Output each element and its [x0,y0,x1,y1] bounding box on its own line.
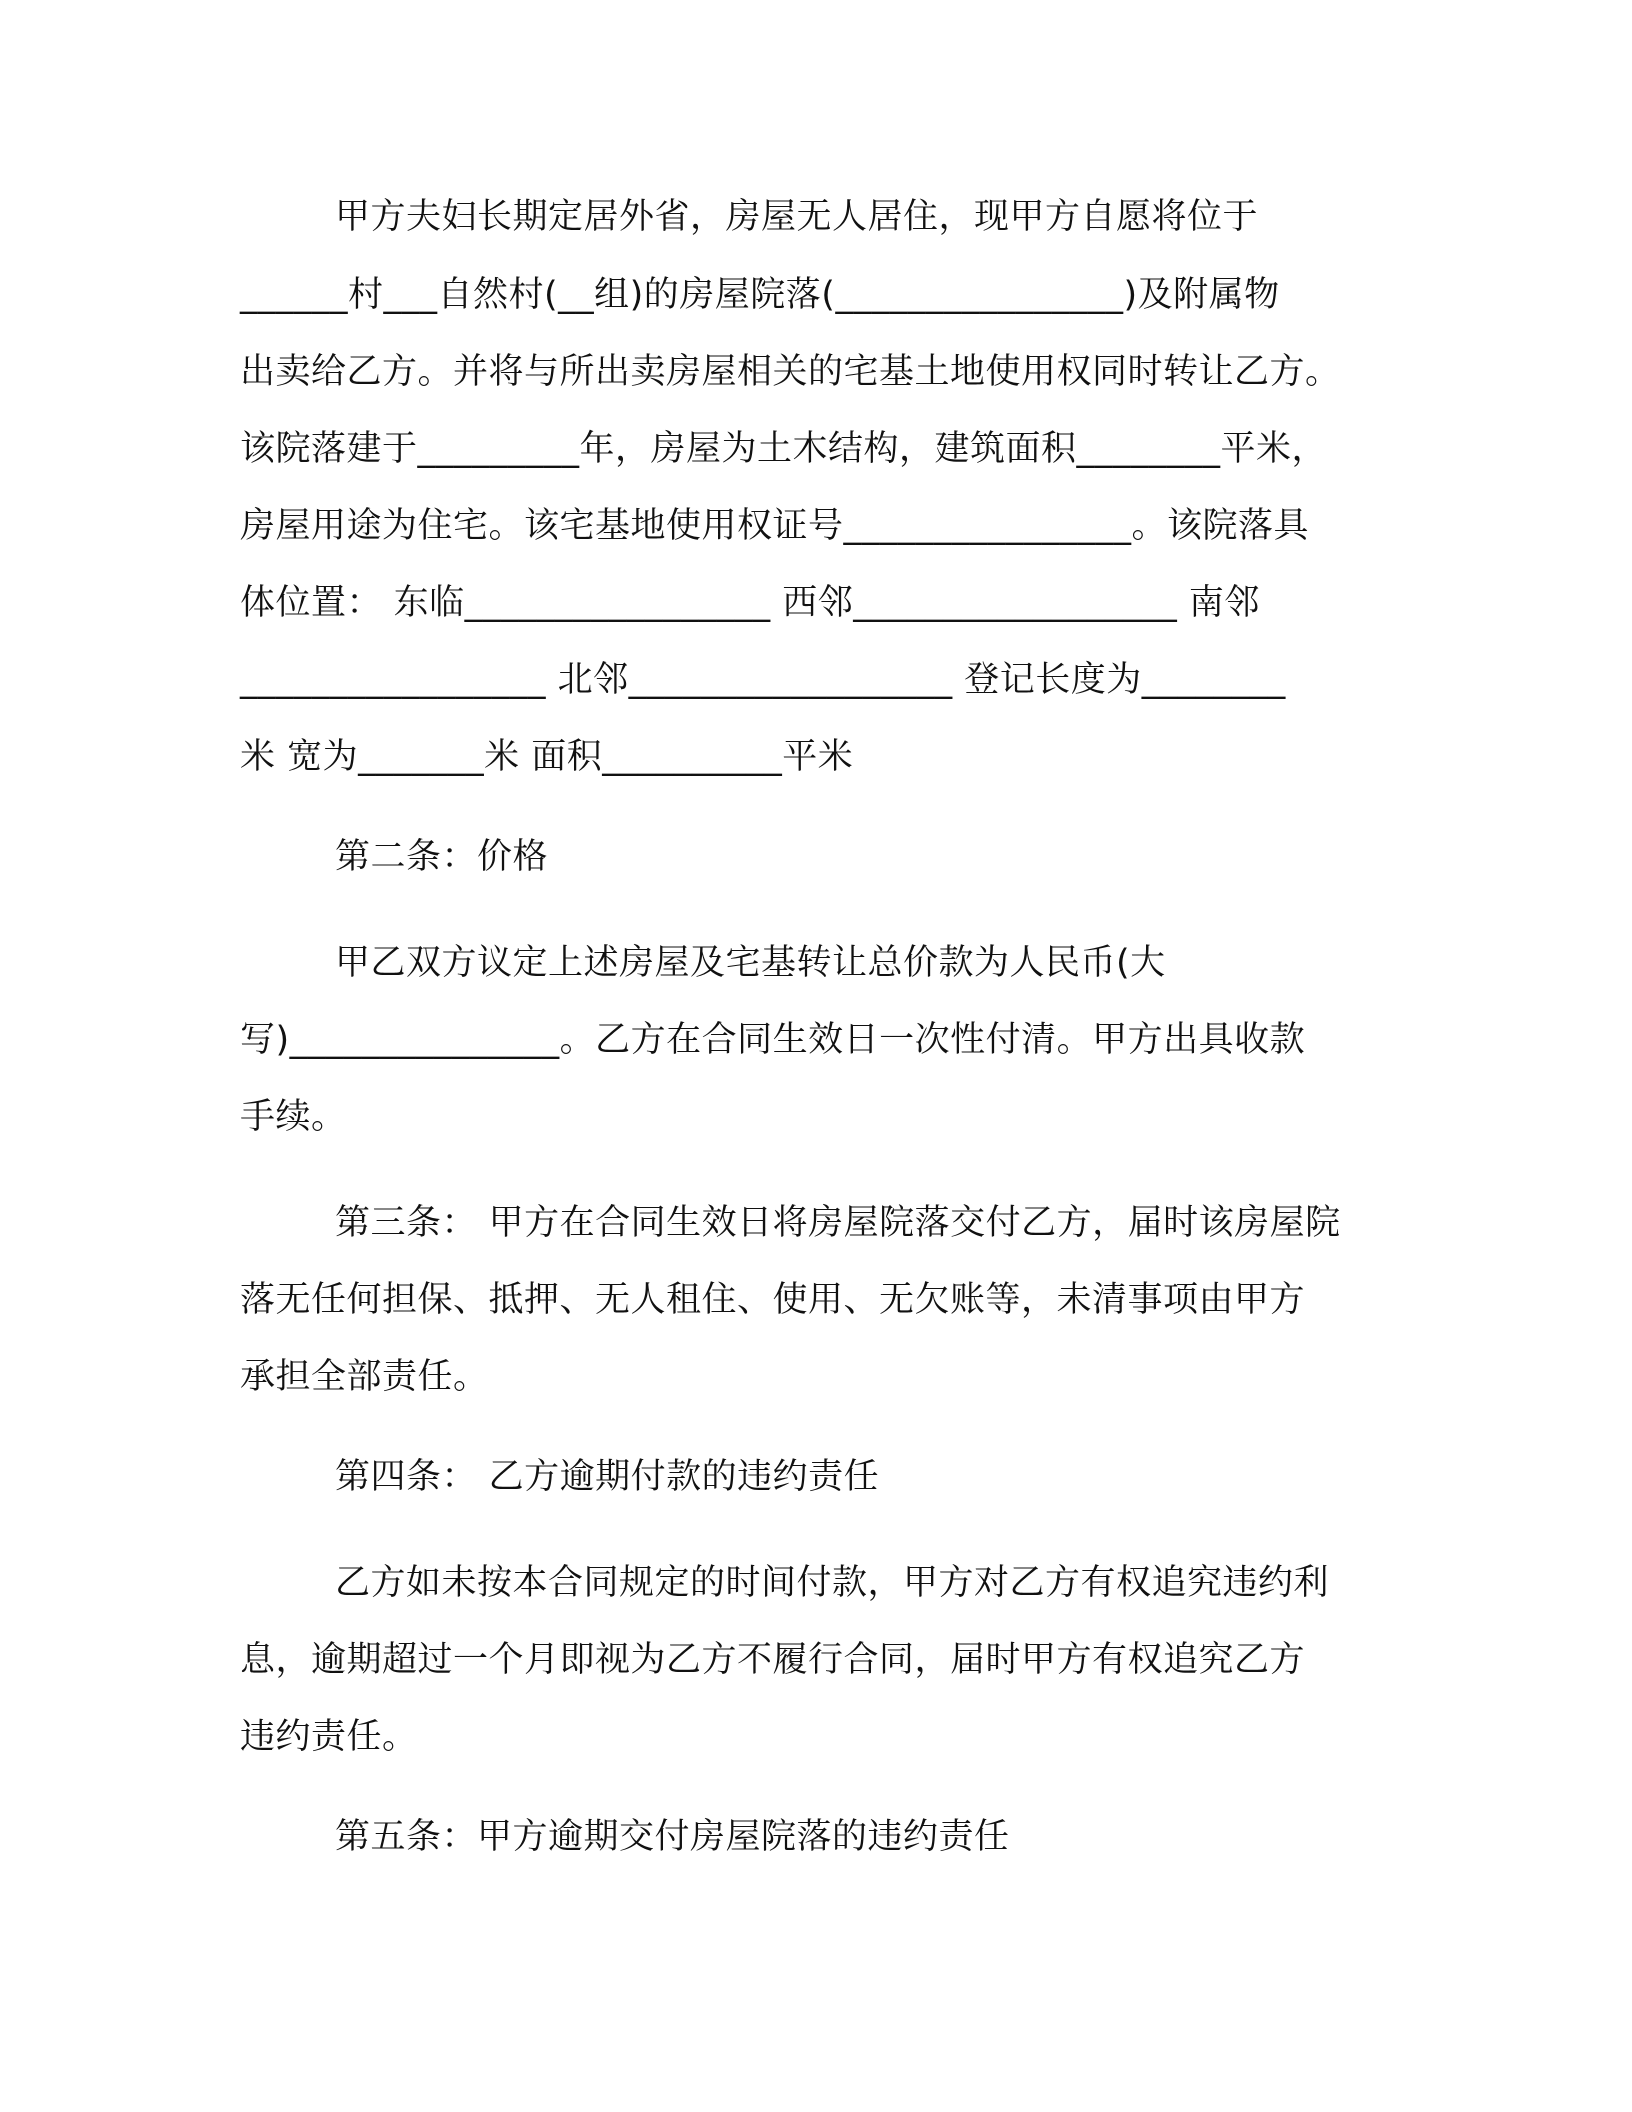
paragraph-line: 落无任何担保、抵押、无人租住、使用、无欠账等，未清事项由甲方 [240,1280,1306,1320]
paragraph-line: 违约责任。 [240,1717,418,1757]
paragraph-line: 写)_______________。乙方在合同生效日一次性付清。甲方出具收款 [240,1020,1306,1060]
article-heading: 第三条： 甲方在合同生效日将房屋院落交付乙方，届时该房屋院 [335,1203,1341,1243]
paragraph-line: 米 宽为_______米 面积__________平米 [240,737,854,777]
article-heading: 第二条：价格 [335,837,549,877]
paragraph-line: 甲方夫妇长期定居外省，房屋无人居住，现甲方自愿将位于 [335,197,1259,237]
paragraph-line: 房屋用途为住宅。该宅基地使用权证号________________。该院落具 [240,506,1310,546]
paragraph-line: 承担全部责任。 [240,1357,489,1397]
paragraph-line: 出卖给乙方。并将与所出卖房屋相关的宅基土地使用权同时转让乙方。 [240,352,1341,392]
paragraph-line: 乙方如未按本合同规定的时间付款，甲方对乙方有权追究违约利 [335,1563,1330,1603]
article-heading: 第四条： 乙方逾期付款的违约责任 [335,1457,880,1497]
paragraph-line: 甲乙双方议定上述房屋及宅基转让总价款为人民币(大 [335,943,1166,983]
article-heading: 第五条：甲方逾期交付房屋院落的违约责任 [335,1817,1010,1857]
paragraph-line: ______村___自然村(__组)的房屋院落(________________)及附属物 [240,275,1280,315]
paragraph-line: _________________ 北邻__________________ 登记长度为________ [240,660,1286,700]
paragraph-line: 该院落建于_________年，房屋为土木结构，建筑面积________平米， [240,429,1328,469]
paragraph-line: 体位置： 东临_________________ 西邻__________________ 南邻 [240,583,1260,623]
paragraph-line: 息，逾期超过一个月即视为乙方不履行合同，届时甲方有权追究乙方 [240,1640,1306,1680]
paragraph-line: 手续。 [240,1097,347,1137]
